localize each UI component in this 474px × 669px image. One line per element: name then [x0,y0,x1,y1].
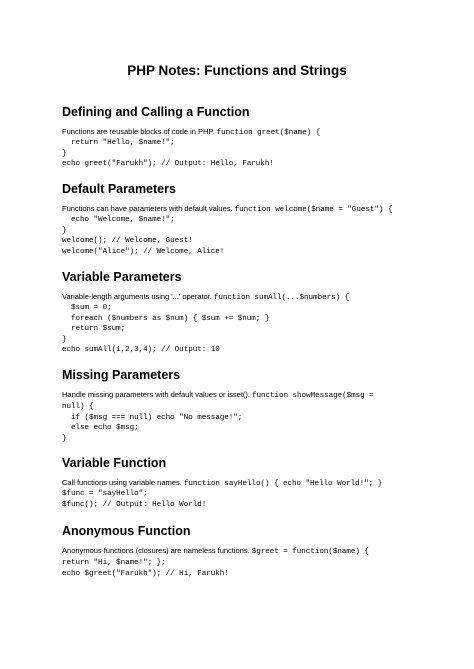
inline-code: function welcome($name = "Guest") { [234,206,393,214]
inline-code: function sayHello() { echo "Hello World!"; } [183,480,383,488]
section-prose: Variable-length arguments using '...' operator. [62,292,214,301]
section-prose: Functions can have parameters with default values. [62,204,235,213]
section-body [62,292,422,303]
section-body [62,390,422,413]
section-body [62,546,422,569]
section-body [62,127,422,138]
inline-code: function greet($name) { [216,129,321,137]
code-block: echo "Welcome, $name!"; } welcome(); // Welcome, Guest! welcome("Alice"); // Welcome, Alice! [62,216,225,256]
section-defining-calling [62,105,422,170]
section-prose: Call functions using variable names. [62,478,184,487]
section-heading: Default Parameters [62,182,176,196]
section-default-parameters [62,182,422,257]
code-block: return "Hello, $name!"; } echo greet("Farukh"); // Output: Hello, Farukh! [62,139,274,169]
code-block: $func = "sayHello"; $func(); // Output: Hello World! [62,490,207,509]
section-variable-function [62,456,422,510]
section-body [62,478,422,489]
page-title: PHP Notes: Functions and Strings [127,63,347,78]
section-anonymous-function [62,524,422,579]
section-prose: Anonymous functions (closures) are nameless functions. [62,546,252,555]
section-prose: Handle missing parameters with default values or isset(). [62,390,252,399]
section-missing-parameters [62,368,422,444]
code-block: if ($msg === null) echo "No message!"; else echo $msg; } [62,413,243,443]
section-heading: Missing Parameters [62,368,181,382]
inline-code: function sumAll(...$numbers) { [213,294,350,302]
code-block: echo $greet("Farukh"); // Hi, Farukh! [62,569,229,578]
section-heading: Variable Parameters [62,270,182,284]
section-variable-parameters [62,270,422,355]
section-body [62,204,422,215]
inline-code: function showMessage($msg = null) { [62,392,374,412]
section-heading: Defining and Calling a Function [62,105,250,119]
section-heading: Anonymous Function [62,524,191,538]
inline-code: $greet = function($name) { return "Hi, $name!"; }; [62,548,369,568]
code-block: $sum = 0; foreach ($numbers as $num) { $sum += $num; } return $sum; } echo sumAll(1,2,3,4); // Output: 10 [62,304,270,355]
section-heading: Variable Function [62,456,167,470]
section-prose: Functions are reusable blocks of code in PHP. [62,127,217,136]
